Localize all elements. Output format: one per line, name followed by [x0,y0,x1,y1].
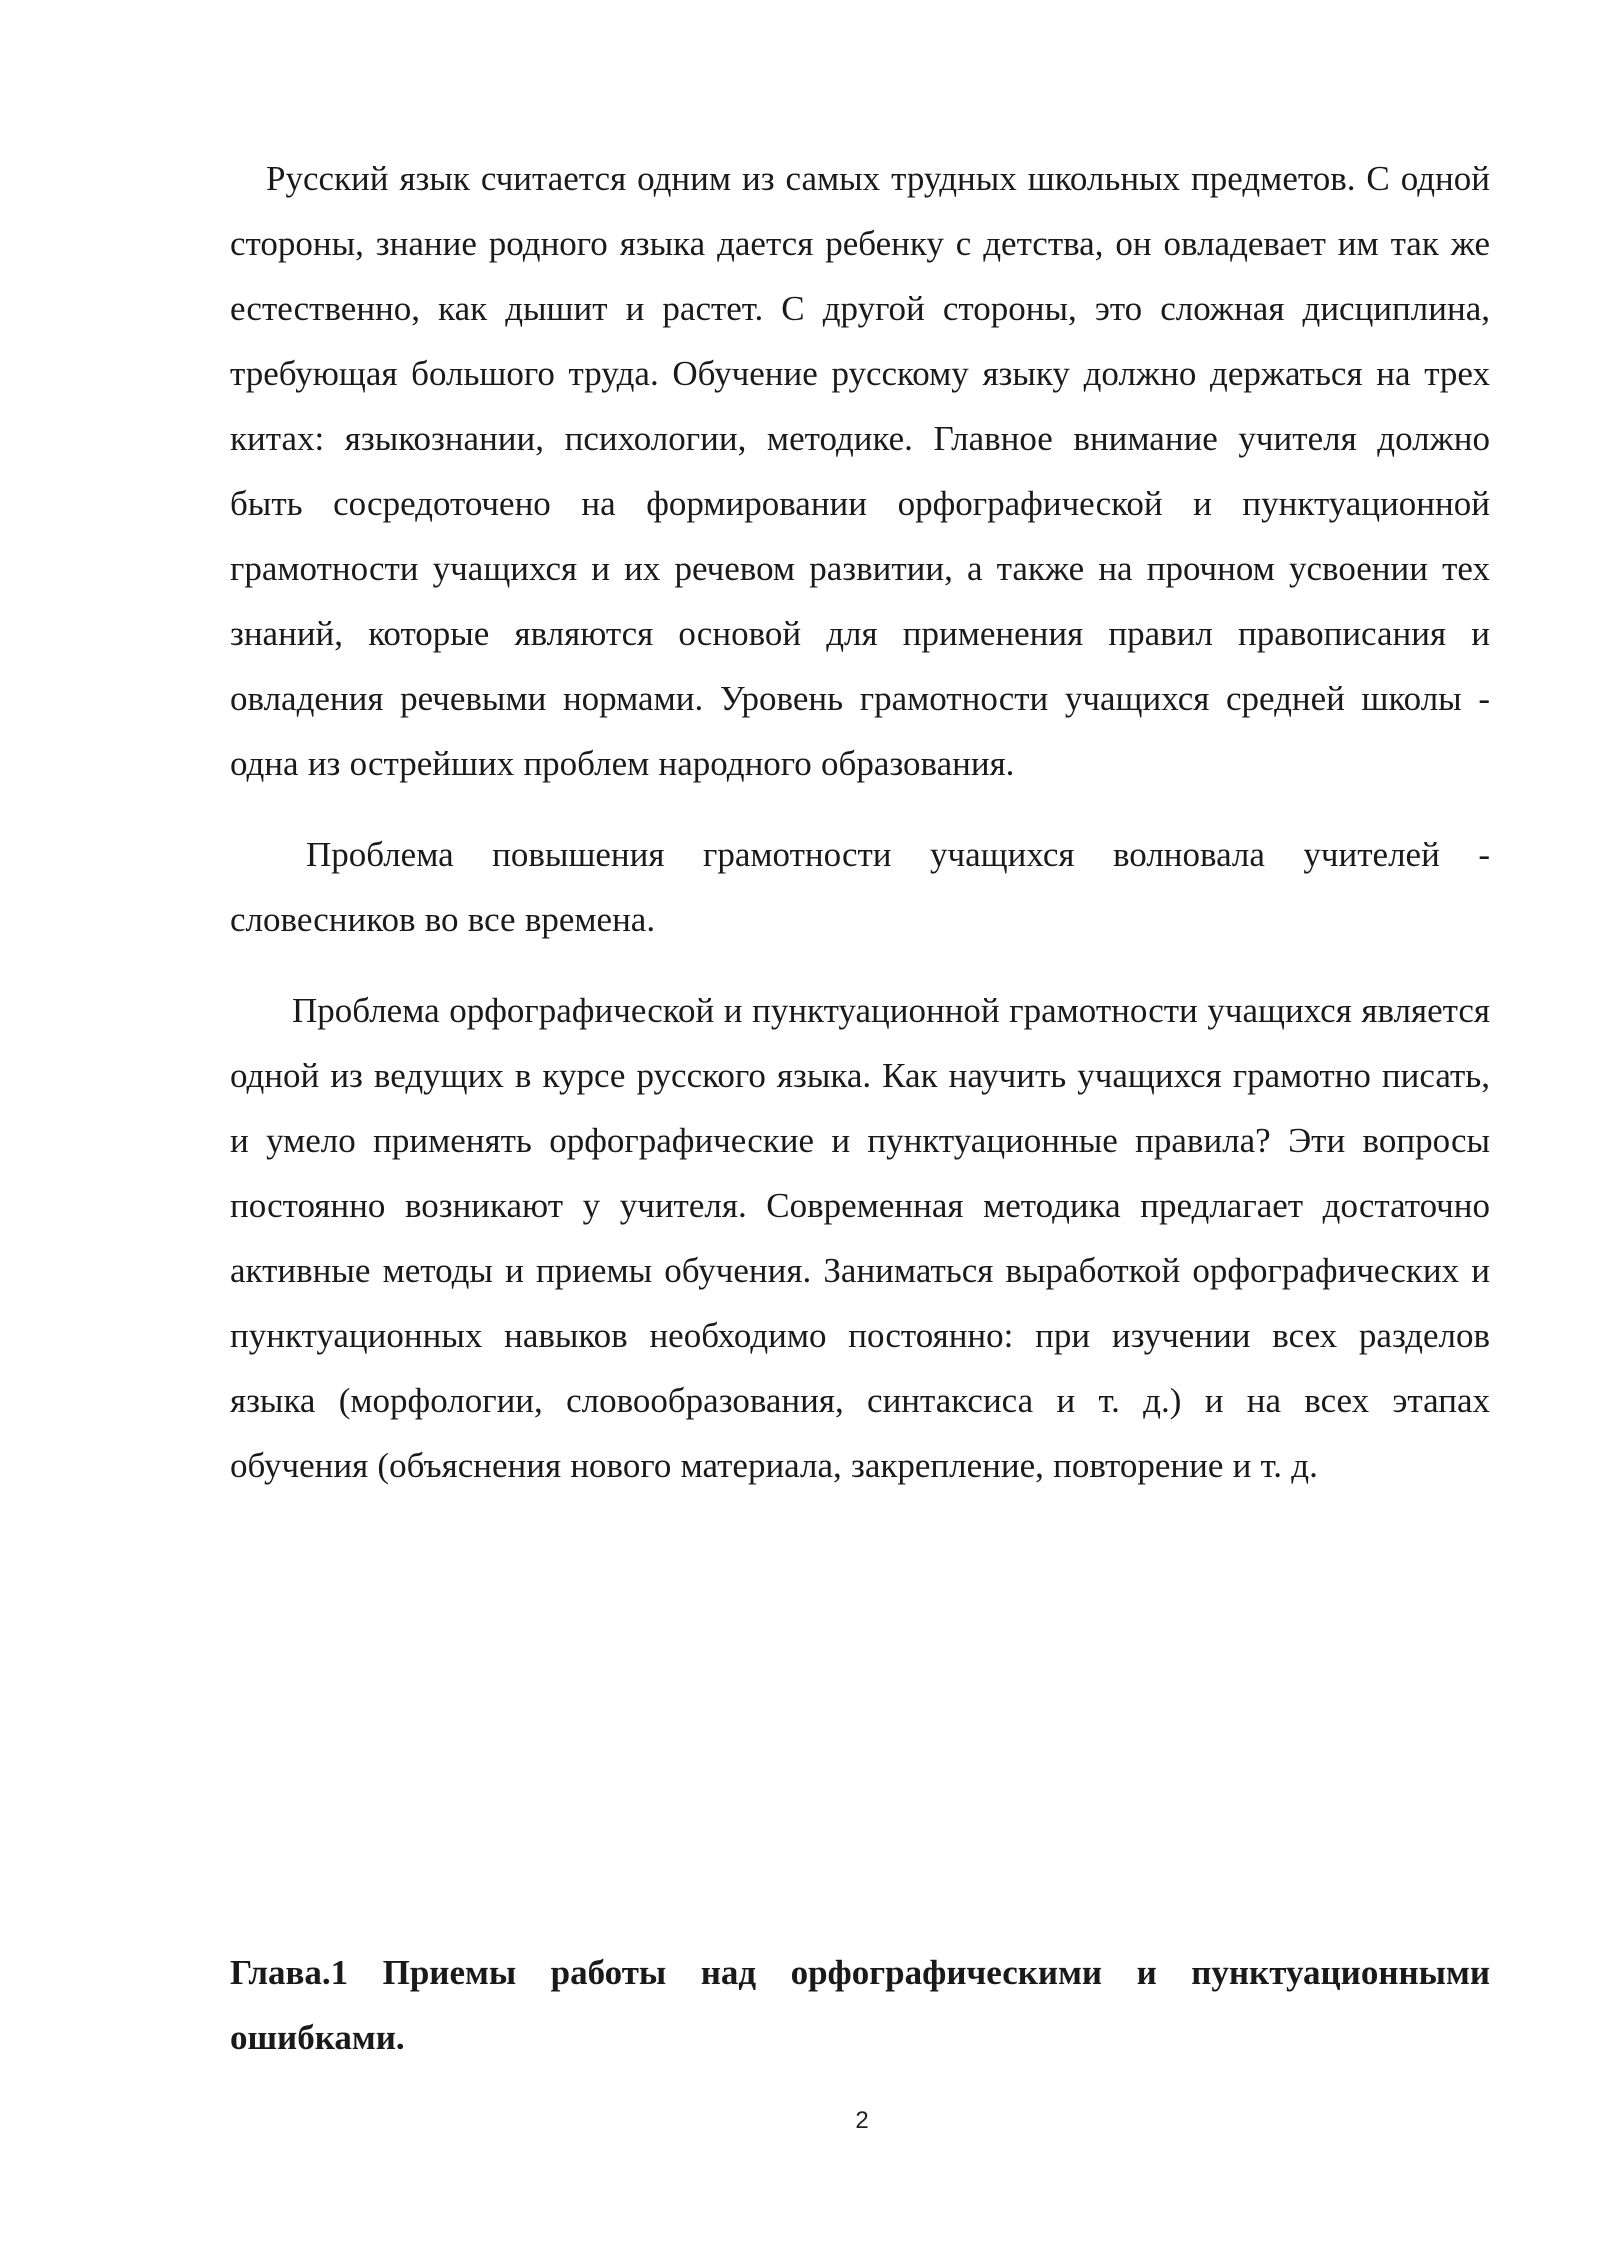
paragraph-problem: Проблема повышения грамотности учащихся волновала учителей - словесников во все времена. [230,835,1490,939]
chapter-heading: Глава.1 Приемы работы над орфографическими и пунктуационными ошибками. [230,1953,1490,2057]
paragraph-orthography: Проблема орфографической и пунктуационной грамотности учащихся является одной из ведущих в курсе русского языка. Как научить учащихся грамотно писать, и умело применять орфографические и пунктуационные правила? Эти вопросы постоянно возникают у учителя. Современная методика предлагает достаточно активные методы и приемы обучения. Заниматься выработкой орфографических и пунктуационных навыков необходимо постоянно: при изучении всех разделов языка (морфологии, словообразования, синтаксиса и т. д.) и на всех этапах обучения (объяснения нового материала, закрепление, повторение и т. д. [230,991,1490,1485]
body-text [230,146,1490,1498]
page-number: 2 [855,2107,869,2134]
paragraph-intro: Русский язык считается одним из самых трудных школьных предметов. С одной стороны, знание родного языка дается ребенку с детства, он овладевает им так же естественно, как дышит и растет. С другой стороны, это сложная дисциплина, требующая большого труда. Обучение русскому языку должно держаться на трех китах: языкознании, психологии, методике. Главное внимание учителя должно быть сосредоточено на формировании орфографической и пунктуационной грамотности учащихся и их речевом развитии, а также на прочном усвоении тех знаний, которые являются основой для применения правил правописания и овладения речевыми нормами. Уровень грамотности учащихся средней школы - одна из острейших проблем народного образования. [230,159,1490,783]
